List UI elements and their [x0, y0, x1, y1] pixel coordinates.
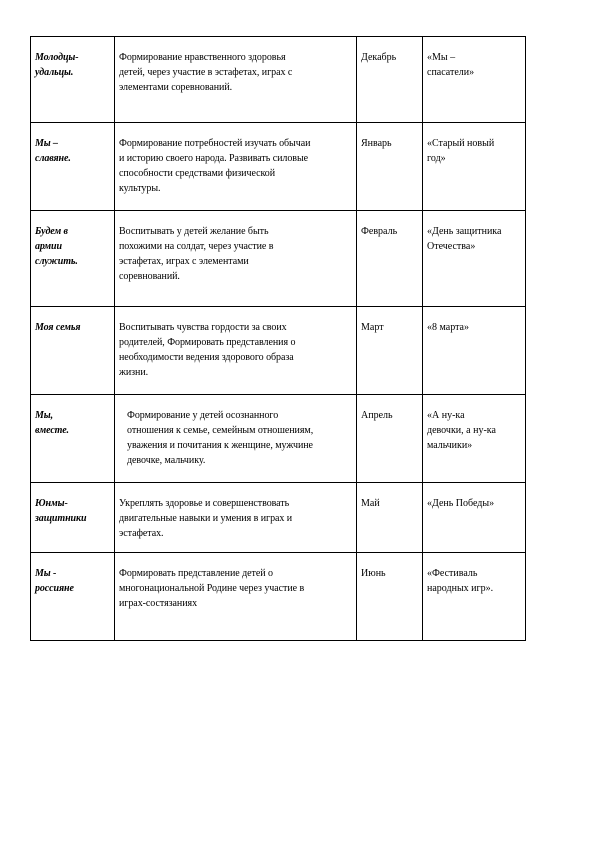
month-cell: Февраль — [357, 211, 423, 307]
event-cell: «Мы – спасатели» — [423, 37, 526, 123]
table-row — [31, 553, 526, 641]
activity-plan-table — [30, 36, 526, 641]
month-cell: Апрель — [357, 395, 423, 483]
table-row — [31, 483, 526, 553]
theme-cell: Юнмы- защитники — [31, 483, 115, 553]
goal-cell: Формировать представление детей о многонациональной Родине через участие в играх-состязаниях — [115, 553, 357, 641]
goal-cell: Формирование у детей осознанного отношения к семье, семейным отношениям, уважения и почитания к женщине, мужчине девочке, мальчику. — [115, 395, 357, 483]
goal-cell: Воспитывать чувства гордости за своих родителей, Формировать представления о необходимости ведения здорового образа жизни. — [115, 307, 357, 395]
month-cell: Январь — [357, 123, 423, 211]
month-cell: Март — [357, 307, 423, 395]
event-cell: «День защитника Отечества» — [423, 211, 526, 307]
event-cell: «Старый новый год» — [423, 123, 526, 211]
table-row — [31, 37, 526, 123]
theme-cell: Мы - россияне — [31, 553, 115, 641]
theme-cell: Мы, вместе. — [31, 395, 115, 483]
theme-cell: Моя семья — [31, 307, 115, 395]
table-row — [31, 123, 526, 211]
goal-cell: Воспитывать у детей желание быть похожими на солдат, через участие в эстафетах, играх с элементами соревнований. — [115, 211, 357, 307]
theme-cell: Мы – славяне. — [31, 123, 115, 211]
table-row — [31, 395, 526, 483]
month-cell: Июнь — [357, 553, 423, 641]
theme-cell: Молодцы- удальцы. — [31, 37, 115, 123]
event-cell: «День Победы» — [423, 483, 526, 553]
event-cell: «А ну-ка девочки, а ну-ка мальчики» — [423, 395, 526, 483]
goal-cell: Укреплять здоровье и совершенствовать двигательные навыки и умения в играх и эстафетах. — [115, 483, 357, 553]
month-cell: Май — [357, 483, 423, 553]
event-cell: «Фестиваль народных игр». — [423, 553, 526, 641]
month-cell: Декабрь — [357, 37, 423, 123]
goal-cell: Формирование потребностей изучать обычаи и историю своего народа. Развивать силовые способности средствами физической культуры. — [115, 123, 357, 211]
event-cell: «8 марта» — [423, 307, 526, 395]
table-row — [31, 211, 526, 307]
theme-cell: Будем в армии служить. — [31, 211, 115, 307]
table-row — [31, 307, 526, 395]
goal-cell: Формирование нравственного здоровья детей, через участие в эстафетах, играх с элементами соревнований. — [115, 37, 357, 123]
